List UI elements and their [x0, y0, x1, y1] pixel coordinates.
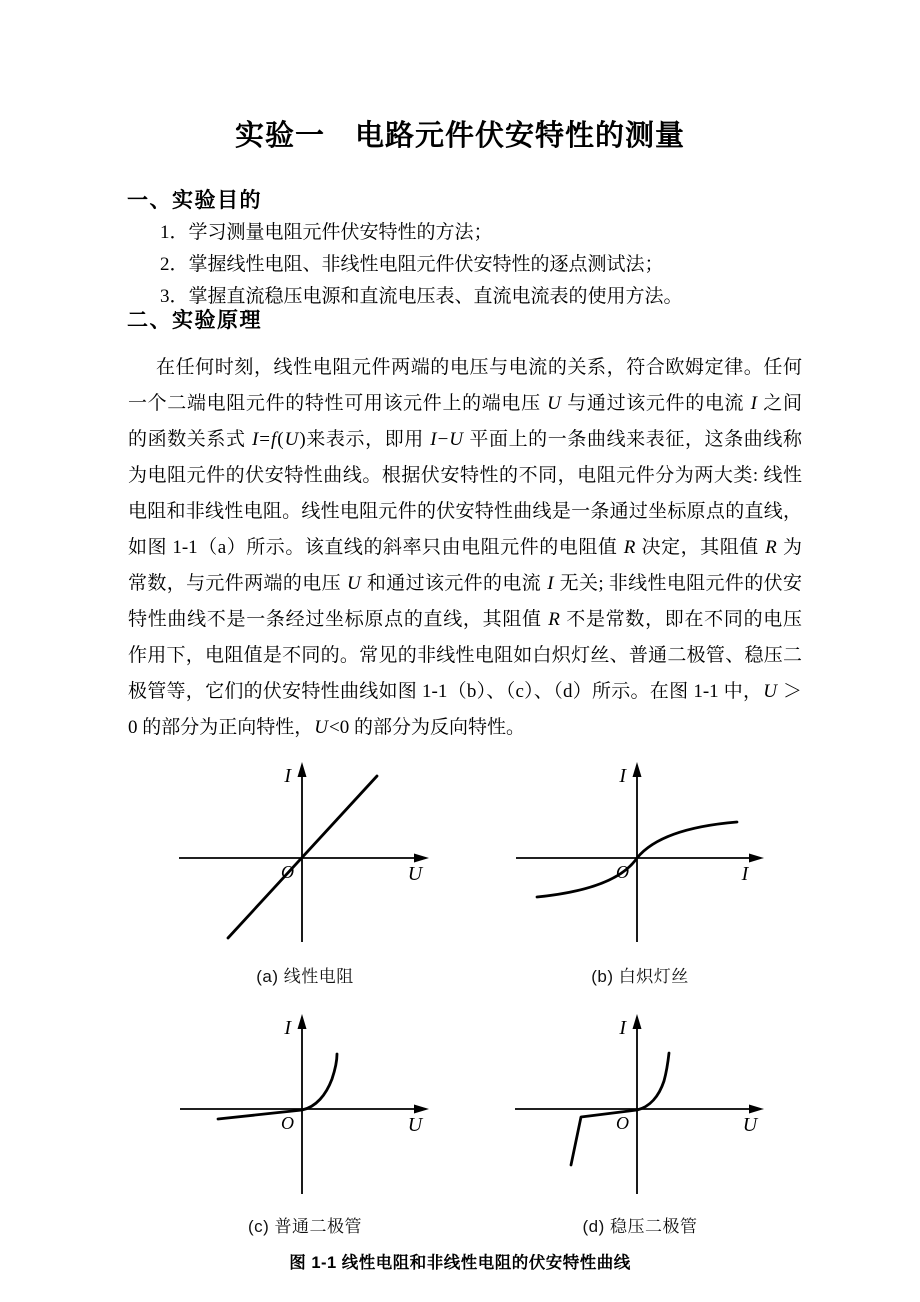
y-axis-arrow-icon	[298, 1014, 307, 1029]
iv-curve-chart-c	[165, 1008, 445, 1203]
iv-curve-chart-b	[500, 758, 780, 953]
paragraph-line: 作用下，电阻值是不同的。常见的非线性电阻如白炽灯丝、普通二极管、稳压二	[128, 645, 802, 666]
objective-item-3: 3．掌握直流稳压电源和直流电压表、直流电流表的使用方法。	[160, 286, 683, 307]
math-variable: R	[765, 537, 777, 558]
y-axis-arrow-icon	[633, 1014, 642, 1029]
x-axis-label: U	[742, 1114, 758, 1136]
y-axis-arrow-icon	[298, 762, 307, 777]
figure-caption: 图 1-1 线性电阻和非线性电阻的伏安特性曲线	[289, 1254, 631, 1272]
origin-label: O	[616, 1113, 629, 1133]
math-variable: U	[547, 393, 561, 414]
math-variable: U	[763, 681, 777, 702]
iv-curve-chart-d	[500, 1008, 780, 1203]
y-axis-arrow-icon	[633, 762, 642, 777]
origin-label: O	[616, 862, 629, 882]
plot-caption-c: (c) 普通二极管	[247, 1217, 363, 1236]
origin-label: O	[281, 1113, 294, 1133]
paragraph-line: 在任何时刻，线性电阻元件两端的电压与电流的关系，符合欧姆定律。任何	[156, 357, 802, 378]
plot-caption-d: (d) 稳压二极管	[582, 1217, 698, 1236]
x-axis-arrow-icon	[414, 854, 429, 863]
section-heading-objectives: 一、实验目的	[127, 189, 262, 212]
math-variable: U	[347, 573, 361, 594]
plot-incandescent-filament	[500, 758, 780, 987]
math-variable: U	[449, 429, 464, 450]
x-axis-arrow-icon	[414, 1105, 429, 1114]
paragraph-line: 0 的部分为正向特性，U<0 的部分为反向特性。	[128, 717, 525, 738]
plot-zener-diode	[500, 1008, 780, 1237]
math-variable: I	[430, 429, 437, 450]
x-axis-arrow-icon	[749, 1105, 764, 1114]
math-variable: U	[314, 717, 328, 738]
paragraph-line: 一个二端电阻元件的特性可用该元件上的端电压 U 与通过该元件的电流 I 之间	[128, 393, 802, 414]
math-variable: f	[271, 429, 277, 450]
paragraph-line: 常数，与元件两端的电压 U 和通过该元件的电流 I 无关; 非线性电阻元件的伏安	[128, 573, 802, 594]
paragraph-line: 如图 1-1（a）所示。该直线的斜率只由电阻元件的电阻值 R 决定，其阻值 R 为	[128, 537, 802, 558]
y-axis-label: I	[284, 1017, 291, 1039]
plot-linear-resistor	[165, 758, 445, 987]
objective-item-2: 2．掌握线性电阻、非线性电阻元件伏安特性的逐点测试法；	[160, 254, 664, 275]
math-variable: I	[547, 573, 554, 594]
section-heading-principle: 二、实验原理	[127, 309, 262, 332]
paragraph-line: 为电阻元件的伏安特性曲线。根据伏安特性的不同，电阻元件分为两大类: 线性	[128, 465, 802, 486]
paragraph-line: 电阻和非线性电阻。线性电阻元件的伏安特性曲线是一条通过坐标原点的直线，	[128, 501, 802, 522]
objective-item-1: 1．学习测量电阻元件伏安特性的方法；	[160, 222, 493, 243]
plot-caption-b: (b) 白炽灯丝	[591, 967, 689, 986]
y-axis-label: I	[619, 765, 626, 787]
y-axis-label: I	[284, 765, 291, 787]
origin-label: O	[281, 862, 294, 882]
document-title: 实验一 电路元件伏安特性的测量	[234, 120, 685, 152]
math-variable: I	[251, 429, 259, 450]
y-axis-label: I	[619, 1017, 626, 1039]
plot-ordinary-diode	[165, 1008, 445, 1237]
math-variable: R	[548, 609, 560, 630]
math-variable: I	[750, 393, 757, 414]
math-variable: U	[284, 429, 299, 450]
x-axis-label: I	[741, 863, 749, 885]
math-variable: R	[623, 537, 636, 558]
x-axis-label: U	[407, 863, 423, 885]
x-axis-label: U	[407, 1114, 423, 1136]
iv-curve-chart-a	[165, 758, 445, 953]
paragraph-line: 特性曲线不是一条经过坐标原点的直线，其阻值 R 不是常数，即在不同的电压	[128, 609, 802, 630]
paragraph-line: 极管等，它们的伏安特性曲线如图 1-1（b）、（c）、（d）所示。在图 1-1 中，U ＞	[128, 681, 802, 702]
x-axis-arrow-icon	[749, 854, 764, 863]
paragraph-line: 的函数关系式 I=f(U)来表示，即用 I−U 平面上的一条曲线来表征，这条曲线称	[128, 429, 802, 450]
plot-caption-a: (a) 线性电阻	[256, 967, 354, 986]
